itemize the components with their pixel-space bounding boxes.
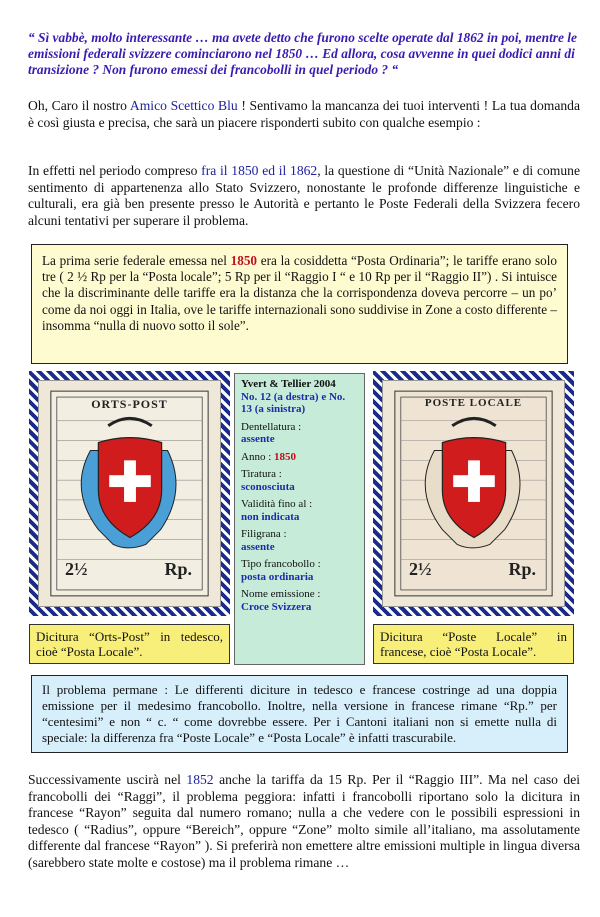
caption-orts-post: Dicitura “Orts-Post” in tedesco, cioè “Posta Locale”. [29, 624, 230, 664]
field-anno: Anno : 1850 [241, 450, 296, 463]
amico-scettico-name: Amico Scettico Blu [129, 98, 238, 113]
stamp-top-text: POSTE LOCALE [424, 397, 523, 409]
intro-paragraph: In effetti nel periodo compreso fra il 1850 ed il 1862, la questione di “Unità Nazionale” e di comune sentimento di appartenenza allo Stato Svizzero, nonostante le profonde differenze linguistiche e culturali, era già ben presente presso le Autorità e pertanto le Poste Federali della Svizzera fecero alcuni tentativi per superare il problema. [28, 163, 580, 228]
field-nome: Nome emissione : Croce Svizzera [241, 588, 321, 613]
caption-poste-locale: Dicitura “Poste Locale” in francese, cioè “Posta Locale”. [373, 624, 574, 664]
stamp-paper [38, 380, 221, 607]
year-1852: 1852 [186, 772, 214, 787]
period-highlight: fra il 1850 ed il 1862 [201, 163, 318, 178]
field-validita: Validità fino al : non indicata [241, 498, 313, 523]
stamp-top-text: ORTS-POST [91, 397, 168, 411]
catalog-info [241, 378, 358, 416]
closing-paragraph: Successivamente uscirà nel 1852 anche la tariffa da 15 Rp. Per il “Raggio III”. Ma nel caso dei francobolli dei “Raggi”, il problema peggiora: infatti i francobolli riportano solo la dicitura in francese “Rayon” seguita dal numero romano; nulla a che vedere con le possibili espressioni in tedesco ( “Radius”, oppure “Bereich”, oppure “Zone” molto simile all’italiano, ma assolutamente differente dal francese “Rayon” ). Si preferirà non emettere altre emissioni multiple in lingua diversa (sarebbero state molte e costose) ma il problema rimane … [28, 772, 581, 870]
problem-box: Il problema permane : Le differenti diciture in tedesco e francese costringe ad una doppia emissione per il medesimo francobollo. Inoltre, nella versione in francese rimane “Rp.” per “centesimi” e non “ c. “ come dovrebbe essere. Per i Cantoni italiani non si emette nulla di speciale: la differenza fra “Poste Locale” e “Posta Locale” è infatti trascurabile. [31, 675, 568, 753]
field-tipo: Tipo francobollo : posta ordinaria [241, 558, 321, 583]
stamp-value: 2½ [409, 559, 432, 579]
stamp-orts-post [29, 371, 230, 616]
stamp-poste-locale [373, 371, 574, 616]
stamp-paper [382, 380, 565, 607]
reply-paragraph: Oh, Caro il nostro Amico Scettico Blu ! Sentivamo la mancanza dei tuoi interventi ! La tua domanda è così giusta e precisa, che sarà un piacere risponderti subito con qualche esempio : [28, 98, 580, 130]
field-filigrana: Filigrana : assente [241, 528, 287, 553]
intro-quote: “ Sì vabbè, molto interessante … ma avete detto che furono scelte operate dal 1862 in poi, mentre le emissioni federali svizzere cominciarono nel 1850 … Ed allora, cosa avvenne in quei dodici anni di transizione ? Non furono emessi dei francobolli in quel periodo ? “ [28, 30, 577, 77]
year-1850: 1850 [230, 253, 258, 268]
first-series-box: La prima serie federale emessa nel 1850 era la cosiddetta “Posta Ordinaria”; le tariffe erano solo tre ( 2 ½ Rp per la “Posta locale”; 5 Rp per il “Raggio I “ e 10 Rp per il “Raggio II”) . Si intuisce che la discriminante delle tariffe era la distanza che la corrispondenza doveva percorre – un po’ come da noi oggi in Italia, ove le tariffe internazionali sono suddivise in Zone a costo differente – insomma “nulla di nuovo sotto il sole”. [31, 244, 568, 364]
stamp-unit: Rp. [508, 559, 536, 579]
stamp-info-panel [234, 373, 365, 665]
stamp-value: 2½ [65, 559, 88, 579]
catalog-numbers: No. 12 (a destra) e No. 13 (a sinistra) [241, 390, 346, 415]
stamp-unit: Rp. [164, 559, 192, 579]
catalog-name: Yvert & Tellier 2004 [241, 378, 336, 390]
field-tiratura: Tiratura : sconosciuta [241, 468, 295, 493]
field-dentellatura: Dentellatura : assente [241, 420, 302, 445]
